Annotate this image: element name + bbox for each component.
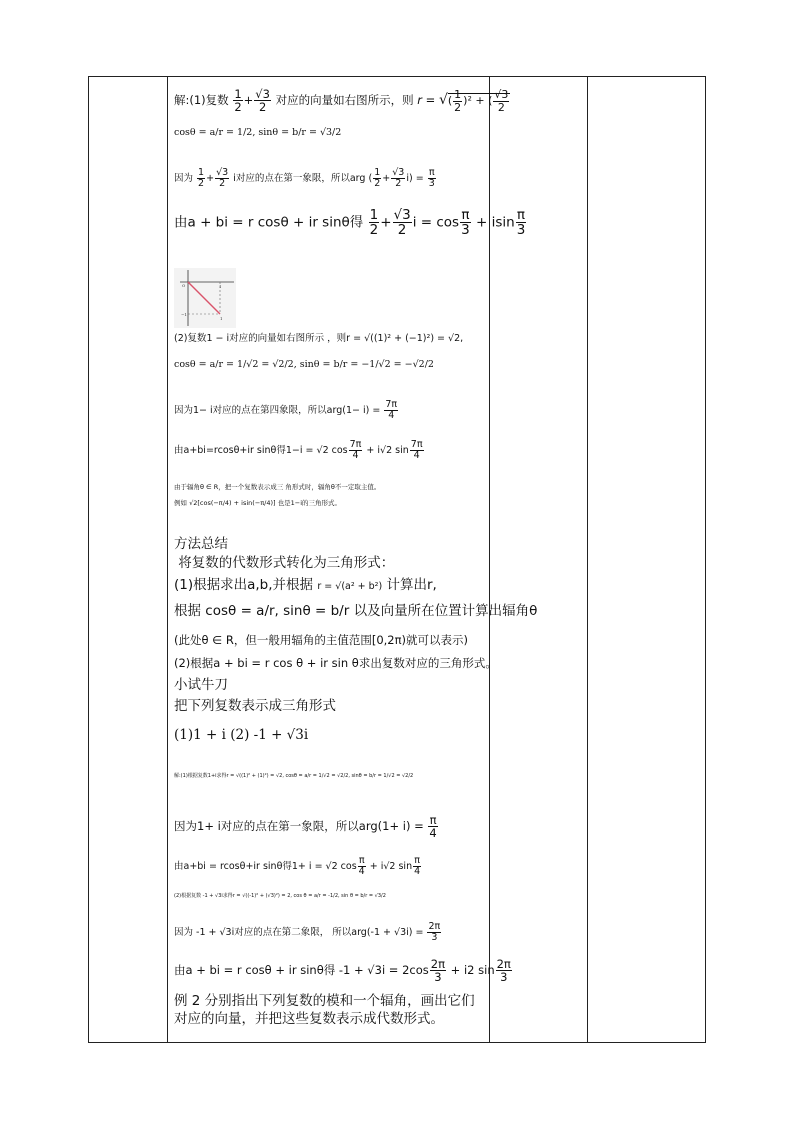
- solution-line-3: [174, 168, 437, 189]
- denominator: 3: [431, 931, 438, 943]
- solution-line-7: [174, 400, 399, 421]
- numerator: π: [428, 167, 435, 178]
- practice-intro: 把下列复数表示成三角形式: [174, 698, 336, 714]
- numerator: √3: [393, 207, 411, 223]
- fraction: [233, 88, 242, 113]
- diagram-background: [174, 268, 236, 328]
- numerator: π: [429, 813, 437, 827]
- text: 由a+bi = rcosθ+ir sinθ得1+ i = √2 cos: [174, 860, 357, 872]
- numerator: √3: [494, 88, 509, 102]
- denominator: 4: [352, 449, 359, 461]
- text: 计算出r,: [386, 577, 437, 593]
- numerator: 1: [374, 167, 381, 178]
- denominator: 3: [516, 222, 526, 239]
- numerator: π: [358, 855, 365, 866]
- numerator: 1: [369, 207, 379, 223]
- example-2-text: 例 2 分别指出下列复数的模和一个辐角，画出它们对应的向量，并把这些复数表示成代数形式。: [174, 993, 475, 1028]
- solution-line-1: [174, 88, 510, 113]
- method-step-3: (此处θ ∈ R，但一般用辐角的主值范围[0,2π)就可以表示): [174, 633, 469, 647]
- numerator: 2π: [430, 957, 446, 971]
- cos-text: cos: [436, 214, 460, 231]
- cos-sin-formula: cosθ = a/r, sinθ = b/r: [205, 603, 350, 619]
- text: + i√2 sin: [366, 860, 413, 872]
- arg-expression: ( $\frac{1}{2}$ + $\frac{√3}{2}$ i): [368, 167, 413, 189]
- text: 因为1− i对应的点在第四象限，所以arg(1− i) =: [174, 404, 381, 416]
- denominator: 4: [358, 865, 365, 877]
- column-divider-3: [587, 77, 588, 1042]
- numerator: 2π: [428, 921, 441, 932]
- fraction: [393, 208, 412, 237]
- denominator: 4: [413, 449, 420, 461]
- numerator: π: [414, 855, 420, 866]
- fraction: [427, 922, 441, 943]
- numerator: 1: [234, 87, 242, 101]
- equals: =: [415, 172, 424, 184]
- text: 对应的向量如右图所示，则: [275, 93, 414, 108]
- denominator: 2: [497, 100, 505, 114]
- practice-title: 小试牛刀: [174, 677, 228, 693]
- plus-sign: +: [243, 93, 254, 108]
- text: + i2 sin: [447, 963, 495, 978]
- text: 由a + bi = r cosθ + ir sinθ得: [174, 214, 364, 231]
- denominator: 2: [369, 222, 379, 239]
- note-line-2: [174, 500, 341, 507]
- numerator: π: [516, 207, 526, 223]
- imaginary-unit: i: [412, 214, 417, 231]
- denominator: 4: [388, 409, 395, 421]
- text: 解:(1)复数: [174, 93, 229, 108]
- fraction: [460, 208, 471, 237]
- method-step-4: (2)根据a + bi = r cos θ + ir sin θ求出复数对应的三角形式。: [174, 656, 497, 670]
- equals: =: [420, 214, 433, 231]
- numerator: 7π: [385, 399, 398, 410]
- plus-sign: +: [206, 172, 215, 184]
- fraction: [384, 400, 398, 421]
- practice-solution-2: [174, 814, 439, 839]
- fraction: [349, 440, 363, 461]
- fraction: [215, 168, 229, 189]
- imaginary-unit: i: [406, 172, 409, 184]
- denominator: 4: [429, 826, 437, 841]
- fraction: [254, 88, 271, 113]
- denominator: 2: [219, 177, 226, 189]
- sin-text: + i√2 sin: [366, 444, 409, 456]
- denominator: 2: [374, 177, 381, 189]
- text: 因为1+ i对应的点在第一象限，所以arg(1+ i) =: [174, 819, 424, 834]
- origin-label: O: [182, 283, 186, 288]
- numerator: 1: [198, 167, 205, 178]
- method-intro: [174, 556, 394, 572]
- denominator: 3: [461, 222, 470, 239]
- denominator: 3: [434, 970, 442, 985]
- x-tick-label: 1: [219, 284, 222, 289]
- practice-solution-5: [174, 922, 442, 943]
- denominator: 4: [414, 865, 421, 877]
- fraction: [496, 958, 512, 983]
- numerator: √3: [392, 167, 405, 178]
- numerator: 2π: [496, 957, 511, 971]
- practice-items: (1)1 + i (2) -1 + √3i: [174, 727, 309, 743]
- fraction: [197, 168, 205, 189]
- fraction: [413, 856, 421, 877]
- text: 例如: [174, 499, 187, 507]
- isin-text: + isin: [475, 214, 515, 231]
- numerator: 7π: [349, 439, 362, 450]
- vector-diagram: [174, 268, 236, 328]
- text: 由a+bi=rcosθ+ir sinθ得1−i =: [174, 444, 314, 456]
- numerator: 1: [454, 88, 462, 102]
- solution-line-5: (2)复数1 − i对应的向量如右图所示 ，则r = √((1)² + (−1)²) = √2,: [174, 333, 464, 344]
- denominator: 2: [198, 177, 205, 189]
- denominator: 2: [454, 100, 462, 114]
- method-title: 方法总结: [174, 536, 228, 552]
- cos-text: √2 cos: [316, 444, 348, 456]
- numerator: 7π: [410, 439, 423, 450]
- fraction: [369, 208, 380, 237]
- text: 由a + bi = r cosθ + ir sinθ得 -1 + √3i = 2cos: [174, 963, 429, 978]
- denominator: 2: [234, 100, 242, 115]
- fraction: [428, 814, 437, 839]
- column-divider-1: [167, 77, 168, 1042]
- denominator: 3: [500, 970, 508, 985]
- text: 根据: [174, 603, 201, 619]
- text: i对应的点在第一象限，所以arg: [233, 172, 366, 184]
- fraction: [358, 856, 366, 877]
- solution-line-2: cosθ = a/r = 1/2, sinθ = b/r = √3/2: [174, 127, 342, 138]
- solution-line-4: [174, 208, 527, 237]
- denominator: 2: [397, 222, 407, 239]
- text: 将复数的代数形式转化为三角形式：: [178, 555, 395, 571]
- method-step-2: [174, 604, 537, 620]
- fraction: [516, 208, 527, 237]
- denominator: 2: [258, 100, 267, 115]
- r-equals: r =: [417, 93, 436, 108]
- solution-line-6: cosθ = a/r = 1/√2 = √2/2, sinθ = b/r = −1/√2 = −√2/2: [174, 359, 434, 370]
- practice-solution-3: [174, 856, 422, 877]
- r-formula: r = √(a² + b²): [317, 581, 383, 592]
- practice-solution-4: (2)根据复数 -1 + √3i求得r = √((-1)² + (√3)²) = 2, cos θ = a/r = -1/2, sin θ = b/r = √3/2: [174, 893, 386, 899]
- x-tick-label-lower: 1: [220, 316, 223, 321]
- sqrt-expression: √( $\frac{1}{2}$ )² + ( $\frac{√3}{2}$: [438, 88, 509, 114]
- solution-line-8: [174, 440, 425, 461]
- note-line-1: 由于辐角θ ∈ R，把一个复数表示成三 角形式时，辐角θ不一定取主值。: [174, 483, 381, 491]
- fraction: [430, 958, 446, 983]
- text: 因为: [174, 172, 194, 184]
- text: 因为 -1 + √3i对应的点在第二象限， 所以arg(-1 + √3i) =: [174, 926, 424, 938]
- denominator: 3: [428, 177, 435, 189]
- method-step-1: [174, 578, 437, 594]
- numerator: π: [461, 207, 470, 223]
- trig-form-example: √2[cos(−π/4) + isin(−π/4)]: [189, 499, 276, 507]
- numerator: √3: [216, 167, 229, 178]
- fraction: [410, 440, 424, 461]
- practice-solution-1: 解:(1)根据复数1+i求得r = √((1)² + (1)²) = √2, cosθ = a/r = 1/√2 = √2/2, sinθ = b/r = 1/√2 = √2/2: [174, 773, 414, 779]
- text: 以及向量所在位置计算出辐角θ: [353, 603, 538, 619]
- denominator: 2: [395, 177, 402, 189]
- y-tick-label: −1: [181, 312, 187, 317]
- fraction: [428, 168, 436, 189]
- text: 也是1−i的三角形式。: [277, 499, 342, 507]
- text: (1)根据求出a,b,并根据: [174, 577, 314, 593]
- practice-solution-6: [174, 958, 513, 983]
- plus-sign: +: [380, 214, 392, 231]
- numerator: √3: [255, 87, 270, 101]
